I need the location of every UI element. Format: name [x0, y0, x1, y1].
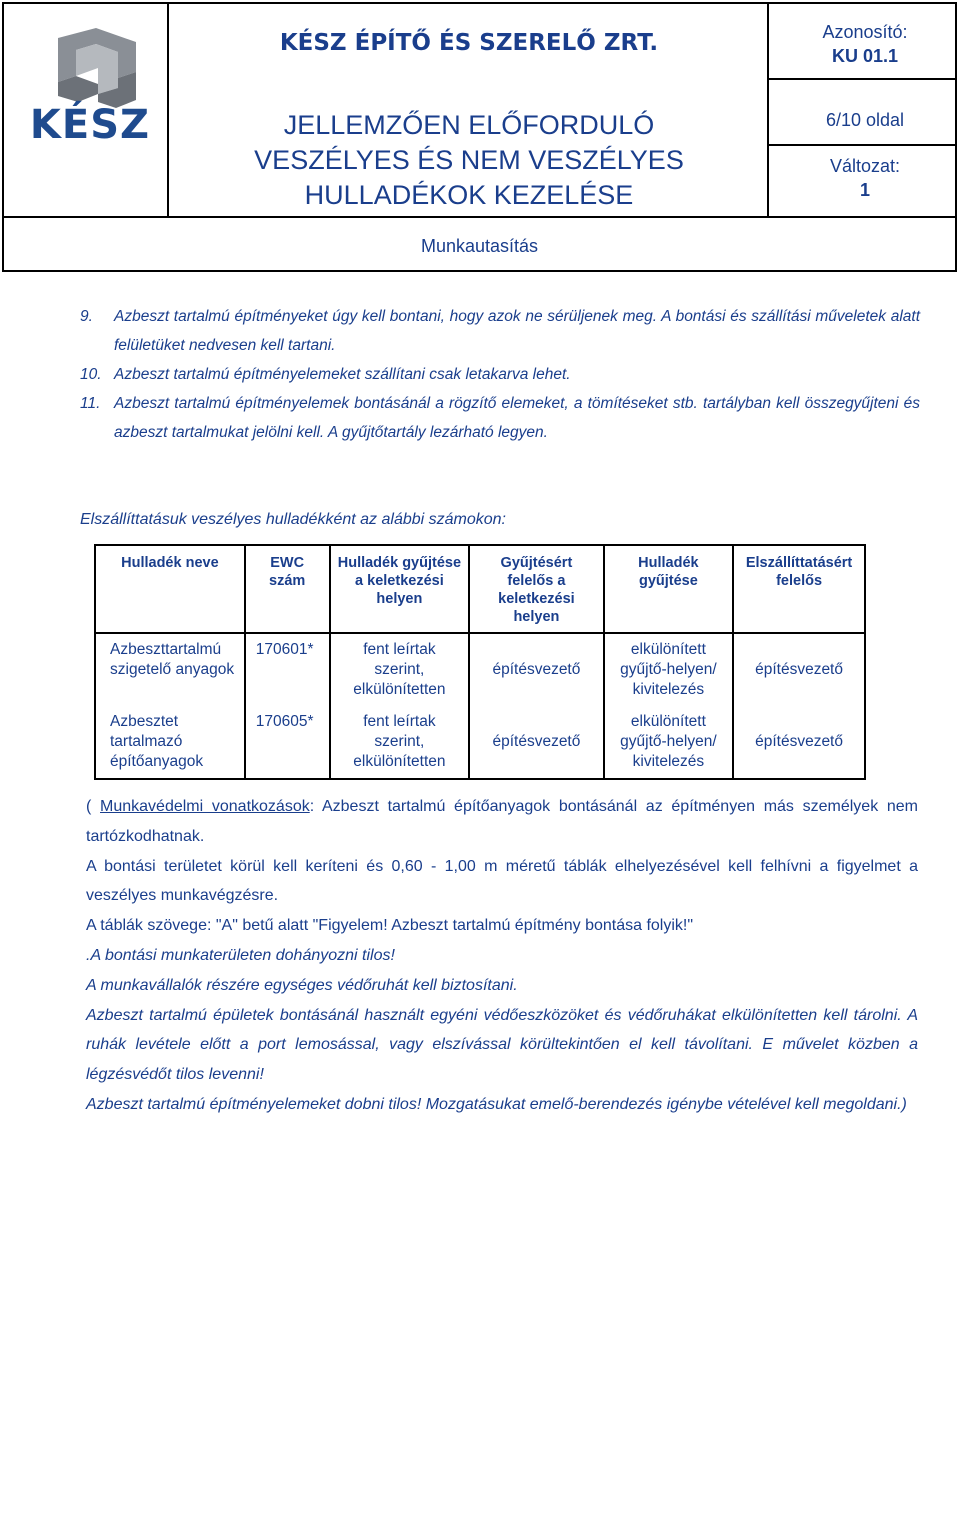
note-paragraph: Azbeszt tartalmú építményelemeket dobni tilos! Mozgatásukat emelő-berendezés igénybe vételével kell megoldani.): [86, 1095, 907, 1113]
note-paragraph: .A bontási munkaterületen dohányozni tilos!: [86, 946, 395, 964]
id-label: Azonosító:: [822, 22, 908, 42]
page-number: 6/10 oldal: [825, 110, 905, 130]
note-paragraph: A munkavállalók részére egységes védőruhát kell biztosítani.: [86, 976, 518, 994]
list-text: Azbeszt tartalmú építményeket úgy kell bontani, hogy azok ne sérüljenek meg. A bontási és szállítási műveletek alatt felületüket nedvesen kell tartani.: [114, 308, 920, 354]
document-header: [2, 2, 957, 272]
note-paragraph: A bontási területet körül kell keríteni és 0,60 - 1,00 m méretű táblák elhelyezésével kell felhívni a figyelmet a veszélyes munkavégzésre.: [86, 857, 918, 905]
table-cell: építésvezető: [733, 706, 865, 779]
table-cell: fent leírtak szerint, elkülönítetten: [330, 706, 470, 779]
table-header-row: [95, 545, 865, 633]
safety-heading: Munkavédelmi vonatkozások: [100, 798, 310, 815]
table-cell: elkülönített gyűjtő-helyen/ kivitelezés: [604, 633, 733, 706]
id-value: KU 01.1: [831, 46, 899, 66]
list-text: Azbeszt tartalmú építményelemeket szállítani csak letakarva lehet.: [114, 366, 571, 383]
table-row: [95, 633, 865, 706]
list-item: [80, 302, 920, 360]
list-number: 9.: [80, 308, 93, 325]
table-cell: 170601*: [245, 633, 330, 706]
header-divider: [769, 78, 955, 80]
table-intro: Elszállíttatásuk veszélyes hulladékként az alábbi számokon:: [80, 511, 506, 528]
company-name: KÉSZ ÉPÍTŐ ÉS SZERELŐ ZRT.: [279, 30, 659, 56]
header-divider: [769, 144, 955, 146]
table-cell: építésvezető: [469, 706, 604, 779]
table-cell: építésvezető: [733, 633, 865, 706]
list-item: [80, 389, 920, 447]
column-header: Hulladék gyűjtése a keletkezési helyen: [330, 545, 470, 633]
table-cell: fent leírtak szerint, elkülönítetten: [330, 633, 470, 706]
table-cell: elkülönített gyűjtő-helyen/ kivitelezés: [604, 706, 733, 779]
document-type: Munkautasítás: [420, 236, 539, 256]
list-text: Azbeszt tartalmú építményelemek bontásánál a rögzítő elemeket, a tömítéseket stb. tartályban kell összegyűjteni és azbeszt tartalmukat jelölni kell. A gyűjtőtartály lezárható legyen.: [114, 395, 920, 441]
list-number: 11.: [80, 395, 101, 412]
version-label: Változat:: [829, 156, 901, 176]
column-header: Elszállíttatásért felelős: [733, 545, 865, 633]
version-value: 1: [859, 180, 870, 200]
list-number: 10.: [80, 366, 102, 383]
table-row: [95, 706, 865, 779]
column-header: Gyűjtésért felelős a keletkezési helyen: [469, 545, 604, 633]
note-text: (: [86, 798, 92, 815]
column-header: Hulladék neve: [95, 545, 245, 633]
title-line: VESZÉLYES ÉS NEM VESZÉLYES: [254, 145, 684, 175]
table-cell: Azbeszttartalmú szigetelő anyagok: [95, 633, 245, 706]
column-header: EWC szám: [245, 545, 330, 633]
safety-notes: [86, 792, 918, 1120]
table-cell: építésvezető: [469, 633, 604, 706]
note-text: : Azbeszt tartalmú építőanyagok bontásánál az építményen más személyek nem tartózkodhatnak.: [86, 798, 919, 845]
note-paragraph: [86, 792, 918, 852]
note-paragraph: A táblák szövege: "A" betű alatt "Figyelem! Azbeszt tartalmú építmény bontása folyik!": [86, 917, 694, 935]
table-cell: Azbesztet tartalmazó építőanyagok: [95, 706, 245, 779]
instruction-list: [80, 302, 920, 447]
table-cell: 170605*: [245, 706, 330, 779]
note-paragraph: Azbeszt tartalmú épületek bontásánál használt egyéni védőeszközöket és védőruhákat elkülönítetten kell tárolni. A ruhák levétele előtt a port lemosással, vagy elszívással körültekintően el kell távolítani. E művelet közben a légzésvédőt tilos levenni!: [86, 1006, 918, 1084]
column-header: Hulladék gyűjtése: [604, 545, 733, 633]
logo-text: KÉSZ: [29, 102, 151, 148]
title-line: HULLADÉKOK KEZELÉSE: [304, 180, 634, 210]
document-title: [169, 108, 769, 213]
title-line: JELLEMZŐEN ELŐFORDULÓ: [283, 110, 655, 140]
waste-table: [94, 544, 866, 780]
header-divider: [4, 216, 955, 218]
list-item: [80, 360, 920, 389]
